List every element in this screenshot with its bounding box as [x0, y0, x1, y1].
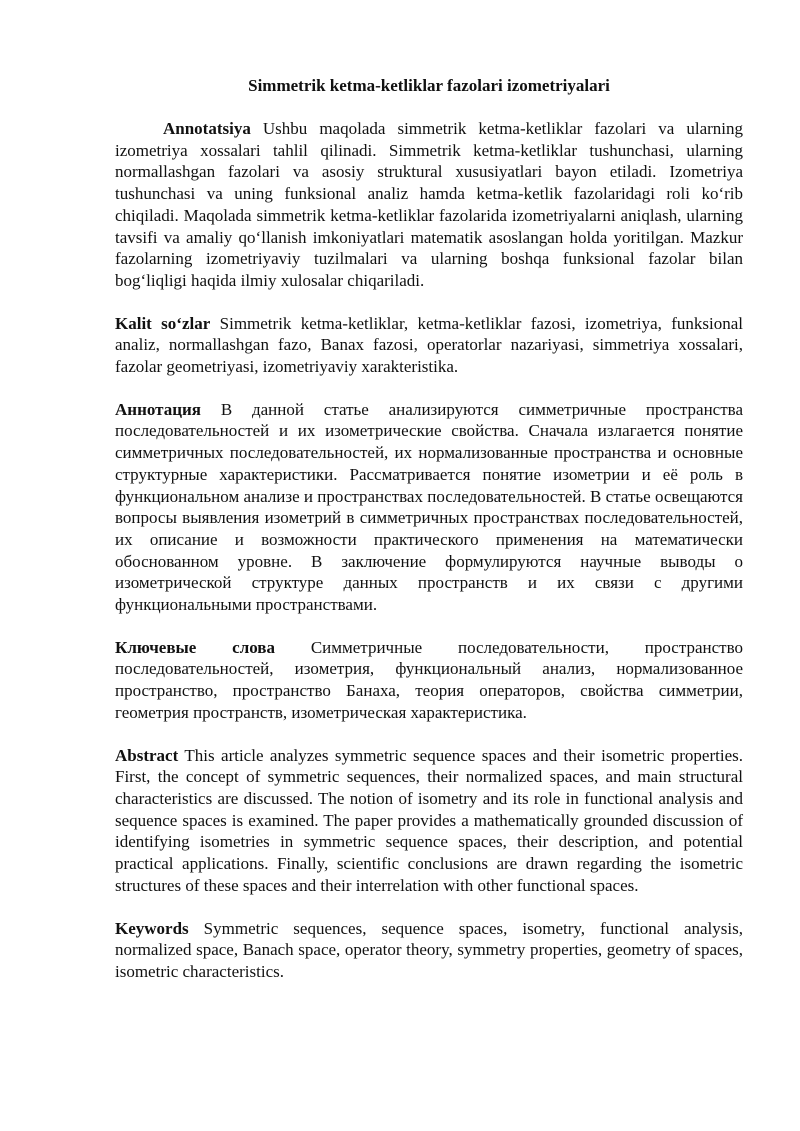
keywords-en-label: Keywords: [115, 918, 189, 938]
annotation-uz-label: Annotatsiya: [163, 119, 251, 138]
keywords-ru-label: Ключевые слова: [115, 637, 275, 657]
paper-title: Simmetrik ketma-ketliklar fazolari izometriyalari: [248, 76, 610, 95]
annotation-ru-text: В данной статье анализируются симметричные пространства последовательностей и их изометрические свойства. Сначала излагается понятие симметричных последовательностей, их нормализованные пространства и основные структурные характеристики. Рассматривается понятие изометрии и её роль в функциональном анализе и пространствах последовательностей. В статье освещаются вопросы выявления изометрий в симметричных пространствах последовательностей, их описание и возможности практического применения на математически обоснованном уровне. В заключение формулируются научные выводы о изометрической структуре данных пространств и их связи с другими функциональными пространствами.: [115, 399, 743, 615]
keywords-en-text: Symmetric sequences, sequence spaces, isometry, functional analysis, normalized space, Banach space, operator theory, symmetry properties, geometry of spaces, isometric characteristics.: [115, 918, 743, 981]
keywords-en: [115, 918, 743, 983]
keywords-uz-label: Kalit so‘zlar: [115, 313, 211, 333]
annotation-ru: [115, 399, 743, 616]
keywords-uz-text: Simmetrik ketma-ketliklar, ketma-ketliklar fazosi, izometriya, funksional analiz, normallashgan fazo, Banax fazosi, operatorlar nazariyasi, simmetriya xossalari, fazolar geometriyasi, izometriyaviy xarakteristika.: [115, 313, 743, 377]
annotation-ru-label: Аннотация: [115, 399, 201, 419]
document-page: [115, 74, 743, 983]
abstract-en-label: Abstract: [115, 745, 179, 765]
annotation-uz-text: Ushbu maqolada simmetrik ketma-ketliklar fazolari va ularning izometriya xossalari tahlil qilinadi. Simmetrik ketma-ketliklar tushunchasi, ularning normallashgan fazolari va asosiy struktural xususiyatlari bayon etiladi. Izometriya tushunchasi va uning funksional analiz hamda ketma-ketlik fazolaridagi roli ko‘rib chiqiladi. Maqolada simmetrik ketma-ketliklar fazolarida izometriyalarni aniqlash, ularning tavsifi va amaliy qo‘llanish imkoniyatlari matematik asoslangan holda yoritilgan. Mazkur fazolarning izometriyaviy tuzilmalari va ularning boshqa funksional fazolar bilan bog‘liqligi haqida ilmiy xulosalar chiqariladi.: [115, 119, 743, 290]
abstract-en-text: This article analyzes symmetric sequence spaces and their isometric properties. First, the concept of symmetric sequences, their normalized spaces, and main structural characteristics are discussed. The notion of isometry and its role in functional analysis and sequence spaces is examined. The paper provides a mathematically grounded discussion of identifying isometries in symmetric sequence spaces, their description, and potential practical applications. Finally, scientific conclusions are drawn regarding the isometric structures of these spaces and their interrelation with other functional spaces.: [115, 745, 743, 895]
keywords-uz: [115, 313, 743, 378]
keywords-ru-text: Симметричные последовательности, пространство последовательностей, изометрия, функциональный анализ, нормализованное пространство, пространство Банаха, теория операторов, свойства симметрии, геометрия пространств, изометрическая характеристика.: [115, 637, 743, 722]
annotation-uz: [115, 118, 743, 292]
abstract-en: [115, 745, 743, 897]
keywords-ru: [115, 637, 743, 724]
